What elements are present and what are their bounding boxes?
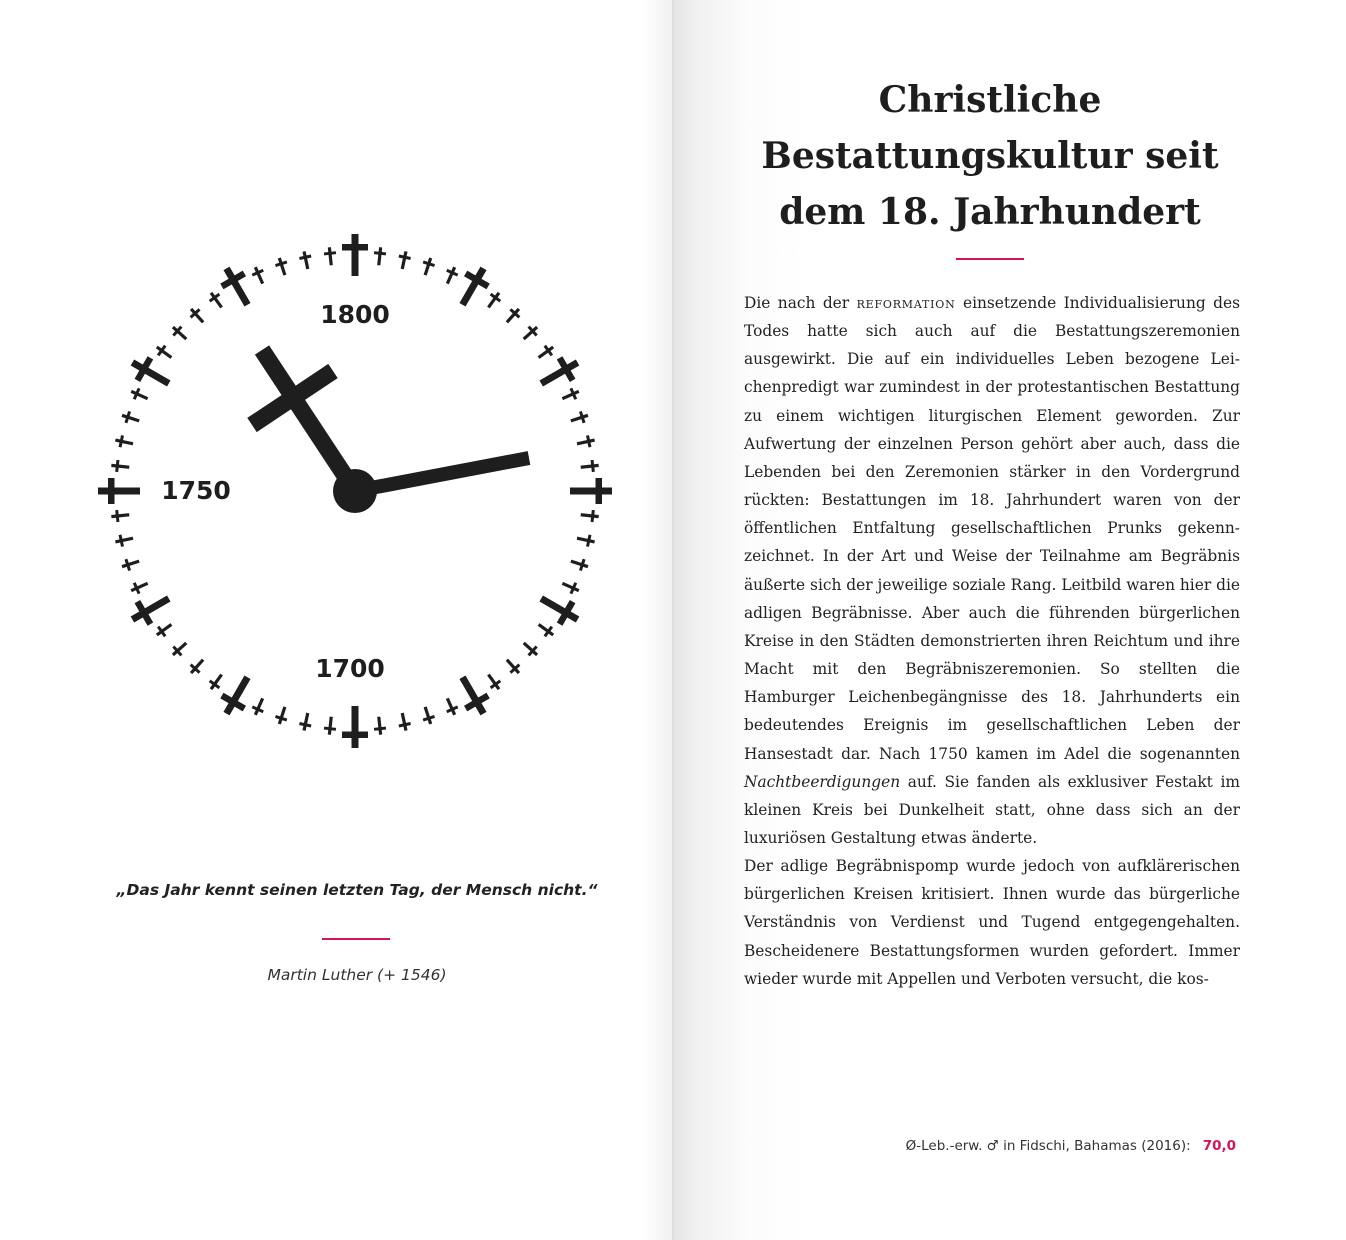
year-label-1700: 1700 [315,654,385,683]
cross-icon [323,716,337,735]
cross-icon [111,509,130,523]
title-line: Bestattungskultur seit [761,135,1219,177]
cross-icon [120,555,141,572]
cross-icon [576,434,596,449]
cross-icon [451,671,495,720]
cross-icon [580,459,599,473]
cross-icon [419,705,436,726]
cross-icon [153,342,175,362]
cross-icon [560,386,581,404]
footer-label: Ø-Leb.-erw. ♂ in Fidschi, Bahamas (2016): [905,1138,1191,1154]
cross-icon [129,386,150,404]
cross-icon [451,262,495,311]
body-text [744,289,1240,993]
chapter-title [740,72,1240,240]
cross-icon [215,671,259,720]
cross-icon [114,434,134,449]
text-run: auf. Sie fanden als exklusiver Festakt im kleinen Kreis bei Dunkelheit statt, ohne dass sich an der luxuriösen Gestaltung etwas änderte. [744,772,1240,847]
cross-icon [120,410,141,427]
cross-icon [126,351,175,395]
cross-icon [502,656,523,677]
cross-icon [576,532,596,547]
cross-icon [215,262,259,311]
cross-icon [342,706,368,748]
cross-icon [169,323,190,344]
cross-icon [560,578,581,596]
cross-icon [570,478,612,504]
cross-icon [206,671,226,693]
cross-icon [535,351,584,395]
cross-clock-illustration [0,200,673,760]
cross-icon [520,323,541,344]
title-line: dem 18. Jahrhundert [779,191,1201,233]
cross-icon [535,342,557,362]
clock-hub [333,469,377,513]
emphasis-nachtbeerdigungen: Nachtbeerdigungen [744,772,901,791]
paragraph: Der adlige Begräbnispomp wurde jedoch von aufklärerischen bürgerlichen Kreisen kritisiert. Ihnen wurde das bürgerliche Verständnis von Verdienst und Tugend entgegengehalten. Bescheidenere Bestattungsformen wurden gefordert. Immer wieder wurde mit Appellen und Verboten versucht, die kos- [744,857,1240,988]
cross-icon [520,638,541,659]
reformation-term: reformation [856,294,956,312]
cross-icon [206,289,226,311]
cross-icon [187,656,208,677]
text-run: Die nach der [744,294,857,312]
hour-hand-cross-icon [252,350,355,491]
title-line: Christliche [878,79,1102,121]
cross-icon [298,712,313,732]
cross-icon [419,256,436,277]
quote-divider [322,938,390,940]
cross-icon [396,712,411,732]
luther-quote: „Das Jahr kennt seinen letzten Tag, der Mensch nicht.“ [116,881,598,899]
cross-icon [323,247,337,266]
cross-icon [580,509,599,523]
cross-icon [484,671,504,693]
cross-icon [298,250,313,270]
book-spine [672,0,674,1240]
cross-icon [442,696,460,717]
cross-icon [442,265,460,286]
cross-icon [153,620,175,640]
cross-icon [98,478,140,504]
minute-hand [355,458,529,491]
quote-author: Martin Luther (+ 1546) [267,966,447,984]
paragraph [744,289,1240,852]
cross-icon [274,256,291,277]
year-label-1750: 1750 [161,476,231,505]
cross-icon [569,555,590,572]
cross-icon [396,250,411,270]
cross-icon [111,459,130,473]
cross-icon [373,716,387,735]
cross-icon [502,305,523,326]
cross-icon [126,587,175,631]
cross-icon [535,620,557,640]
cross-icon [569,410,590,427]
text-run: einsetzende Individualisierung des Todes hatte sich auch auf die Bestattungszeremonien ausgewirkt. Die auf ein individuelles Leben bezogene Leichenpredigt war zumindest in der protestantischen Bestattung zu einem wichtigen liturgischen Element geworden. Zur Aufwertung der einzelnen Person gehört aber auch, dass die Lebenden bei den Zeremonien stärker in den Vordergrund rückten: Bestattungen im 18. Jahrhundert waren von der öffentlichen Entfaltung gesellschaftlichen Prunks gekennzeichnet. In der Art und Weise der Teilnahme am Begräbnis äußerte sich der jeweilige soziale Rang. Leitbild waren hier die adligen Begräbnisse. Aber auch die führenden bürgerlichen Kreise in den Städten demonstrierten ihren Reichtum und ihre Macht mit den Begräbniszeremonien. So stellten die Hamburger Leichenbegängnisse des 18. Jahrhunderts ein bedeutendes Ereignis im gesellschaftlichen Leben der Hansestadt dar. Nach 1750 kamen im Adel die sogenannten [744,294,1241,763]
footer-value: 70,0 [1202,1138,1236,1154]
cross-icon [129,578,150,596]
cross-icon [274,705,291,726]
cross-icon [342,234,368,276]
cross-icon [484,289,504,311]
cross-icon [373,247,387,266]
cross-icon [169,638,190,659]
cross-icon [250,696,268,717]
page-footer [880,1138,1236,1154]
title-divider [956,258,1024,260]
cross-icon [250,265,268,286]
cross-icon [535,587,584,631]
cross-icon [187,305,208,326]
year-label-1800: 1800 [320,300,390,329]
cross-icon [114,532,134,547]
